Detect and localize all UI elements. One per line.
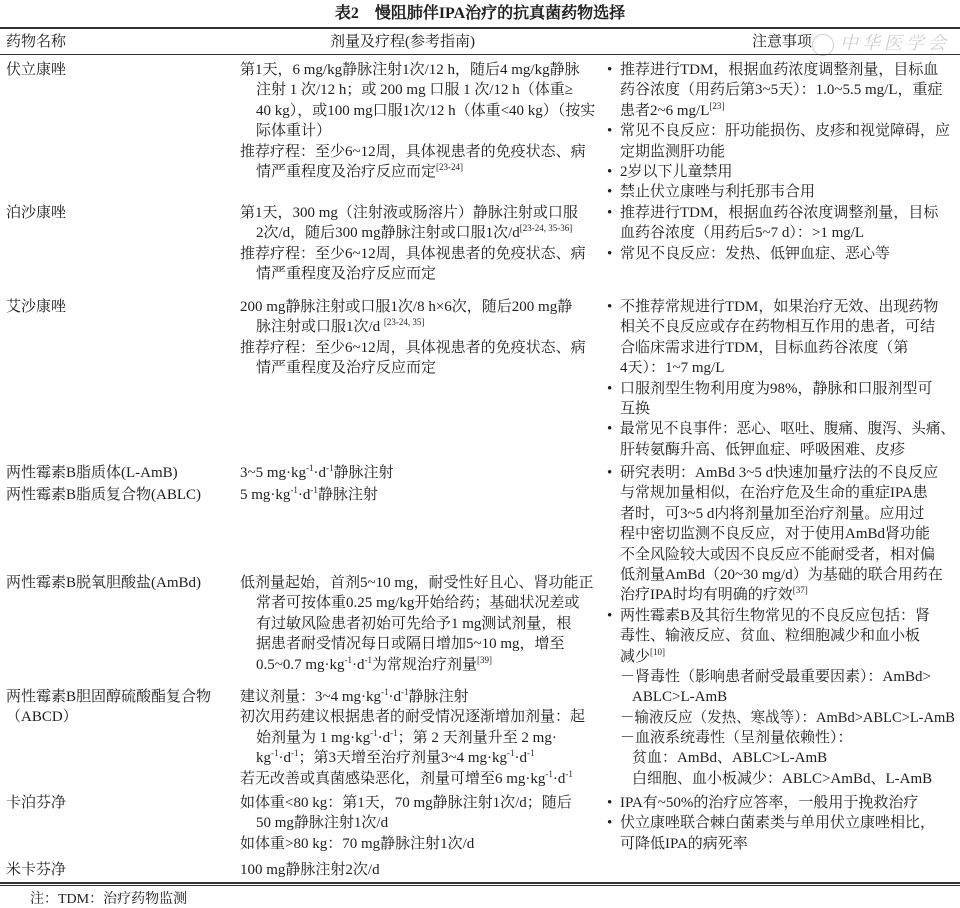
text-line <box>607 297 957 317</box>
dosage-cell <box>240 573 602 675</box>
text-line-content: 脉注射或口服1次/d [23-24, 35] <box>256 317 425 336</box>
drug-name-cell <box>6 60 234 80</box>
text-line <box>240 317 602 337</box>
text-line-content: 伏立康唑 <box>6 62 67 78</box>
text-line <box>6 463 234 483</box>
text-line <box>6 573 234 593</box>
text-line-content: 常见不良反应：肝功能损伤、皮疹和视觉障碍，应 <box>620 123 951 140</box>
reference-superscript: -1 <box>306 463 314 473</box>
text-line-content: 血药谷浓度（用药后5~7 d）：>1 mg/L <box>620 225 865 242</box>
text-line-content: 两性霉素B脱氧胆酸盐(AmBd) <box>6 575 202 591</box>
text-line-content: 推荐进行TDM，根据血药浓度调整剂量，目标血 <box>620 62 939 78</box>
dosage-cell <box>240 463 602 483</box>
text-line <box>607 667 957 687</box>
text-line-content: IPA有~50%的治疗应答率，一般用于挽救治疗 <box>620 795 919 811</box>
text-line-content: 5 $mg\cdot kg^{-1}\cdot d^{-1}$静脉注射 <box>240 485 378 503</box>
text-line <box>607 60 957 80</box>
text-line <box>240 860 602 880</box>
text-line-content: 禁止伏立康唑与利托那韦合用 <box>620 184 816 201</box>
text-line-content: 初次用药建议根据患者的耐受情况逐渐增加剂量：起 <box>240 709 586 726</box>
watermark-logo: 中华医学会 <box>812 32 950 56</box>
text-line <box>607 203 957 223</box>
text-line-content: 际体重计） <box>256 123 332 140</box>
text-line <box>240 463 602 483</box>
text-line-content: 2次/d，随后300 mg静脉注射或口服1次/d[23-24, 35-36] <box>256 223 573 242</box>
text-line-content: 若无改善或真菌感染恶化，剂量可增至6 $mg\cdot kg^{-1}\cdot d^{-1}$ <box>240 768 573 787</box>
text-line <box>240 485 602 505</box>
header-drug-name: 药物名称 <box>6 34 67 50</box>
text-line <box>240 223 602 243</box>
text-line <box>607 440 957 460</box>
text-line-content: 定期监测肝功能 <box>620 143 726 160</box>
text-line <box>240 264 602 284</box>
bottom-rule <box>0 882 960 884</box>
text-line-content: 建议剂量：3~4 $mg\cdot kg^{-1}\cdot d^{-1}$静脉注射 <box>240 687 469 705</box>
text-line <box>607 162 957 182</box>
text-line-content: 毒性、输液反应、贫血、粒细胞减少和血小板 <box>620 628 921 645</box>
text-line <box>607 358 957 378</box>
reference-superscript: [23-24, 35] <box>383 317 425 328</box>
text-line <box>607 813 957 833</box>
drug-name-cell <box>6 687 234 728</box>
reference-superscript: -1 <box>401 687 409 697</box>
text-line-content: 推荐疗程：至少6~12周，具体视患者的免疫状态、病 <box>240 143 586 160</box>
text-line <box>607 80 957 100</box>
reference-superscript: -1 <box>291 748 299 759</box>
reference-superscript: -1 <box>527 748 535 759</box>
text-line-content: 低剂量起始，首剂5~10 mg，耐受性好且心、肾功能正 <box>240 575 594 591</box>
text-line <box>240 101 602 121</box>
text-line <box>607 728 957 748</box>
text-line <box>6 203 234 223</box>
text-line <box>240 614 602 634</box>
notes-cell <box>607 203 957 264</box>
text-line <box>607 748 957 768</box>
text-line-content: 两性霉素B及其衍生物常见的不良反应包括：肾 <box>620 607 931 624</box>
text-line-content: 两性霉素B脂质体(L-AmB) <box>6 465 178 481</box>
text-line <box>240 60 602 80</box>
reference-superscript: -1 <box>326 463 334 473</box>
text-line <box>607 244 957 264</box>
notes-cell <box>607 463 957 789</box>
text-line-content: 100 mg静脉注射2次/d <box>240 862 380 878</box>
text-line-content: 第1天，300 mg（注射液或肠溶片）静脉注射或口服 <box>240 205 578 221</box>
text-line <box>240 80 602 100</box>
dosage-cell <box>240 485 602 505</box>
drug-name-cell <box>6 297 234 317</box>
text-line <box>607 504 957 524</box>
text-line-content: 常者可按体重0.25 mg/kg开始给药；基础状况差或 <box>256 595 580 612</box>
text-line <box>607 565 957 585</box>
text-line-content: 药谷浓度（用药后第3~5天）：1.0~5.5 mg/L，重症 <box>620 82 943 99</box>
dosage-cell <box>240 297 602 379</box>
text-line <box>240 707 602 727</box>
text-line-content: －血液系统毒性（呈剂量依赖性）： <box>620 730 853 747</box>
text-line <box>240 687 602 707</box>
text-line <box>607 223 957 243</box>
text-line <box>240 297 602 317</box>
text-line-content: 情严重程度及治疗反应而定 <box>256 360 437 377</box>
text-line-content: 治疗IPA时均有明确的疗效[37] <box>620 585 808 604</box>
text-line-content: 相关不良反应或存在药物相互作用的患者，可结 <box>620 319 936 336</box>
text-line-content: 50 mg静脉注射1次/d <box>256 815 389 832</box>
reference-superscript: -1 <box>344 654 353 665</box>
text-line <box>240 634 602 654</box>
reference-superscript: -1 <box>545 768 553 779</box>
text-line-content: 口服剂型生物利用度为98%，静脉和口服剂型可 <box>620 380 933 397</box>
text-line-content: 情严重程度及治疗反应而定[23-24] <box>256 161 464 180</box>
reference-superscript: -1 <box>381 687 389 697</box>
text-line <box>240 573 602 593</box>
text-line-content: 者时，可3~5 d内将剂量加至治疗剂量。应用过 <box>620 505 925 522</box>
text-line <box>240 655 602 675</box>
text-line-content: －输液反应（发热、寒战等）：AmBd>ABLC>L-AmB <box>620 709 955 726</box>
text-line <box>6 485 234 505</box>
text-line-content: 200 mg静脉注射或口服1次/8 h×6次，随后200 mg静 <box>240 299 573 315</box>
text-line-content: 不推荐常规进行TDM，如果治疗无效、出现药物 <box>620 299 939 315</box>
text-line <box>607 182 957 202</box>
text-line <box>607 399 957 419</box>
reference-superscript: [37] <box>792 585 808 596</box>
text-line-content: 据患者耐受情况每日或隔日增加5~10 mg，增至 <box>256 636 565 653</box>
text-line-content: 如体重<80 kg：第1天，70 mg静脉注射1次/d；随后 <box>240 795 572 811</box>
text-line <box>607 483 957 503</box>
text-line <box>6 60 234 80</box>
drug-name-cell <box>6 485 234 505</box>
text-line <box>6 297 234 317</box>
reference-superscript: -1 <box>565 768 573 779</box>
footnote: 注：TDM：治疗药物监测 <box>30 892 188 907</box>
dosage-cell <box>240 60 602 182</box>
text-line-content: 患者2~6 mg/L[23] <box>620 100 725 119</box>
reference-superscript: [23-24, 35-36] <box>519 223 573 234</box>
header-rule <box>0 54 960 55</box>
text-line <box>607 708 957 728</box>
text-line <box>240 793 602 813</box>
text-line <box>240 813 602 833</box>
text-line-content: 40 kg），或100 mg口服1次/12 h（体重<40 kg）（按实 <box>256 102 596 119</box>
header-dosage: 剂量及疗程(参考指南) <box>330 34 475 50</box>
text-line <box>607 524 957 544</box>
notes-cell <box>607 793 957 854</box>
text-line-content: 2岁以下儿童禁用 <box>620 163 733 180</box>
text-line <box>607 834 957 854</box>
text-line-content: 常见不良反应：发热、低钾血症、恶心等 <box>620 245 891 262</box>
text-line-content: 两性霉素B胆固醇硫酸酯复合物 <box>6 689 212 705</box>
dosage-cell <box>240 203 602 285</box>
text-line <box>240 748 602 768</box>
drug-name-cell <box>6 793 234 813</box>
table-title: 表2 慢阻肺伴IPA治疗的抗真菌药物选择 <box>334 5 626 22</box>
text-line <box>607 101 957 121</box>
reference-superscript: -1 <box>310 485 318 495</box>
text-line <box>6 860 234 880</box>
text-line <box>240 593 602 613</box>
drug-name-cell <box>6 573 234 593</box>
text-line <box>240 728 602 748</box>
reference-superscript: -1 <box>507 748 515 759</box>
reference-superscript: [23-24] <box>436 161 464 172</box>
header-notes: 注意事项 <box>752 34 813 50</box>
text-line <box>607 769 957 789</box>
drug-name-cell <box>6 463 234 483</box>
drug-name-cell <box>6 860 234 880</box>
text-line-content: －肾毒性（影响患者耐受最重要因素）：AmBd> <box>620 668 931 685</box>
text-line-content: $kg^{-1}\cdot d^{-1}$；第3天增至治疗剂量3~4 $mg\cdot kg^{-1}\cdot d^{-1}$ <box>256 748 535 767</box>
text-line-content: 泊沙康唑 <box>6 205 67 221</box>
text-line <box>240 769 602 789</box>
text-line-content: 不全风险较大或因不良反应不能耐受者，相对偏 <box>620 546 936 563</box>
text-line-content: 卡泊芬净 <box>6 795 67 811</box>
text-line-content: 可降低IPA的病死率 <box>620 835 748 852</box>
text-line-content: 有过敏风险患者初始可先给予1 mg测试剂量，根 <box>256 615 572 632</box>
text-line <box>240 338 602 358</box>
text-line <box>607 142 957 162</box>
top-rule <box>0 27 960 29</box>
text-line <box>607 419 957 439</box>
text-line <box>607 338 957 358</box>
reference-superscript: -1 <box>271 748 279 759</box>
text-line-content: 肝转氨酶升高、低钾血症、呼吸困难、皮疹 <box>620 441 906 458</box>
text-line-content: 情严重程度及治疗反应而定 <box>256 266 437 283</box>
text-line-content: 推荐疗程：至少6~12周，具体视患者的免疫状态、病 <box>240 339 586 356</box>
text-line-content: 3~5 $mg\cdot kg^{-1}\cdot d^{-1}$静脉注射 <box>240 463 394 481</box>
reference-superscript: [10] <box>650 646 666 657</box>
text-line <box>607 121 957 141</box>
reference-superscript: [23] <box>709 100 725 111</box>
text-line <box>6 793 234 813</box>
dosage-cell <box>240 860 602 880</box>
text-line-content: 减少[10] <box>620 646 666 665</box>
text-line <box>240 121 602 141</box>
text-line <box>607 585 957 605</box>
text-line-content: 伏立康唑联合棘白菌素类与单用伏立康唑相比， <box>620 815 936 832</box>
text-line-content: 推荐进行TDM，根据血药谷浓度调整剂量，目标 <box>620 205 939 221</box>
text-line-content: 互换 <box>620 400 651 417</box>
text-line <box>607 687 957 707</box>
text-line-content: ABLC>L-AmB <box>632 689 728 706</box>
text-line-content: 程中密切监测不良反应，对于使用AmBd肾功能 <box>620 526 931 543</box>
text-line <box>607 545 957 565</box>
text-line <box>240 834 602 854</box>
text-line-content: 注射 1 次/12 h；或 200 mg 口服 1 次/12 h（体重≥ <box>256 82 573 99</box>
reference-superscript: -1 <box>390 727 398 738</box>
text-line <box>6 707 234 727</box>
text-line <box>240 244 602 264</box>
dosage-cell <box>240 687 602 789</box>
text-line-content: 推荐疗程：至少6~12周，具体视患者的免疫状态、病 <box>240 245 586 262</box>
text-line <box>240 142 602 162</box>
text-line <box>607 647 957 667</box>
text-line-content: 始剂量为 1 $mg\cdot kg^{-1}\cdot d^{-1}$；第 2 天剂量升至 2 mg· <box>256 727 557 746</box>
reference-superscript: -1 <box>290 485 298 495</box>
text-line <box>607 793 957 813</box>
text-line <box>607 626 957 646</box>
text-line-content: 低剂量AmBd（20~30 mg/d）为基础的联合用药在 <box>620 566 943 583</box>
text-line <box>607 317 957 337</box>
notes-cell <box>607 297 957 460</box>
dosage-cell <box>240 793 602 854</box>
notes-cell <box>607 60 957 203</box>
text-line-content: 0.5~0.7 $mg\cdot kg^{-1}\cdot d^{-1}$为常规治疗剂量[39] <box>256 654 493 673</box>
text-line-content: （ABCD） <box>6 709 78 726</box>
text-line-content: 两性霉素B脂质复合物(ABLC) <box>6 487 202 503</box>
reference-superscript: [39] <box>477 654 493 665</box>
drug-name-cell <box>6 203 234 223</box>
text-line <box>240 203 602 223</box>
text-line <box>240 162 602 182</box>
reference-superscript: -1 <box>370 727 378 738</box>
text-line <box>607 379 957 399</box>
bottom-rule-inner <box>0 885 960 886</box>
text-line-content: 最常见不良事件：恶心、呕吐、腹痛、腹泻、头痛、 <box>620 421 956 438</box>
text-line <box>607 606 957 626</box>
text-line-content: 与常规加量相似，在治疗危及生命的重症IPA患 <box>620 485 928 502</box>
seal-icon <box>812 34 834 56</box>
text-line-content: 艾沙康唑 <box>6 299 67 315</box>
text-line <box>6 687 234 707</box>
text-line-content: 合临床需求进行TDM，目标血药谷浓度（第 <box>620 339 909 356</box>
text-line-content: 4天）：1~7 mg/L <box>620 360 725 377</box>
text-line <box>607 463 957 483</box>
text-line-content: 贫血：AmBd、ABLC>L-AmB <box>632 750 828 767</box>
text-line-content: 米卡芬净 <box>6 862 67 878</box>
text-line-content: 如体重>80 kg：70 mg静脉注射1次/d <box>240 835 475 852</box>
text-line-content: 白细胞、血小板减少：ABLC>AmBd、L-AmB <box>632 770 933 787</box>
text-line-content: 研究表明：AmBd 3~5 d快速加量疗法的不良反应 <box>620 465 939 481</box>
text-line-content: 第1天，6 mg/kg静脉注射1次/12 h，随后4 mg/kg静脉 <box>240 62 580 78</box>
text-line <box>240 358 602 378</box>
reference-superscript: -1 <box>364 654 373 665</box>
